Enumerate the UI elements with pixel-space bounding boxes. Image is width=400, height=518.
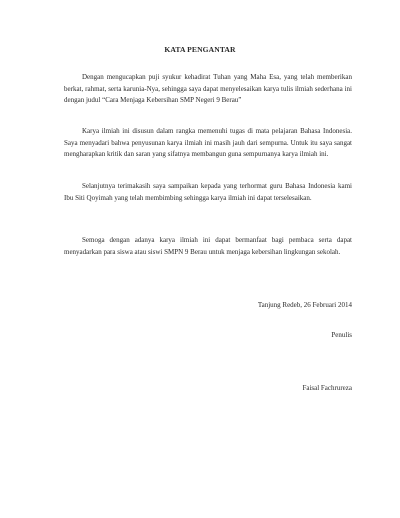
paragraph-purpose: Karya ilmiah ini disusun dalam rangka memenuhi tugas di mata pelajaran Bahasa Indonesia. Saya menyadari bahwa penyusunan karya ilmiah ini masih jauh dari sempurna. Untuk itu saya sangat mengharapkan kritik dan saran yang sifatnya membangun guna sempurnanya karya ilmiah ini.: [64, 127, 352, 158]
author-name: Faisal Fachrureza: [302, 384, 352, 392]
paragraph-opening: Dengan mengucapkan puji syukur kehadirat Tuhan yang Maha Esa, yang telah memberikan berkat, rahmat, serta karunia-Nya, sehingga saya dapat menyelesaikan karya tulis ilmiah sederhana ini dengan judul “Cara Menjaga Kebersihan SMP Negeri 9 Berau”: [64, 73, 352, 104]
place-date: Tanjung Redeb, 26 Februari 2014: [257, 301, 352, 309]
paragraph-thanks: Selanjutnya terimakasih saya sampaikan kepada yang terhormat guru Bahasa Indonesia kami Ibu Siti Qoyimah yang telah membimbing sehingga karya ilmiah ini dapat terselesaikan.: [64, 182, 352, 202]
page-title: KATA PENGANTAR: [164, 45, 236, 54]
paragraph-closing: Semoga dengan adanya karya ilmiah ini dapat bermanfaat bagi pembaca serta dapat menyadarkan para siswa atau siswi SMPN 9 Berau untuk menjaga kebersihan lingkungan sekolah.: [64, 236, 352, 256]
author-label: Penulis: [331, 331, 352, 339]
